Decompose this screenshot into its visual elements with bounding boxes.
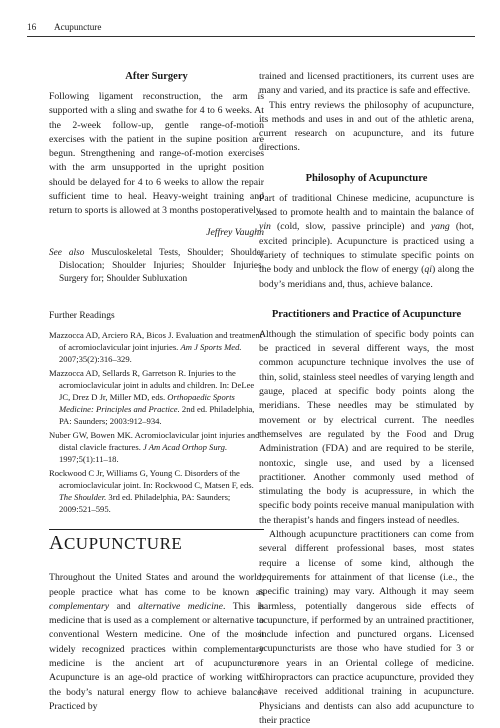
- philosophy-heading: Philosophy of Acupuncture: [305, 172, 428, 184]
- italic-term: alternative medicine: [138, 600, 223, 612]
- see-also-label: See also: [49, 247, 85, 258]
- page-number: 16: [27, 22, 37, 32]
- entry-title: [49, 533, 264, 554]
- author-signature: Jeffrey Vaughn: [206, 226, 264, 238]
- reference-source: Orthopaedic Sports Medicine: Principles and Practice.: [59, 392, 235, 415]
- reference-item: Nuber GW, Bowen MK. Acromioclavicular joint injuries and distal clavicle fractures. J Am Acad Orthop Surg. 1997;5(1):11–18.: [49, 430, 260, 465]
- entry-overview-paragraph: This entry reviews the philosophy of acupuncture, its methods and uses in and out of the athletic arena, current research on acupuncture, and its future directions.: [259, 99, 474, 154]
- header-rule: [27, 36, 475, 37]
- reference-list: [49, 329, 264, 515]
- reference-item: Rockwood C Jr, Williams G, Young C. Disorders of the acromioclavicular joint. In: Rockwood C, Matsen F, eds. The Shoulder. 3rd ed. Philadelphia, PA: Saunders; 2009:521–595.: [49, 468, 254, 515]
- see-also: [49, 247, 264, 287]
- reference-source: The Shoulder.: [59, 492, 107, 503]
- practitioners-paragraph-1: Although the stimulation of specific body points can be practiced in several different ways, the most common acupuncture technique involves the use of thin, solid, stainless steel needles of varying length and gauge, placed at specific body points along the meridians. These needles may be stimulated by movement or by electrical current. The needles themselves are regulated by the Food and Drug Administration (FDA) and are required to be sterile, nontoxic, single use, and used by a licensed practitioner. Another commonly used method of stimulating the body is acupressure, in which the specific body points receive manual manipulation with the therapist’s hands and fingers instead of needles.: [259, 328, 474, 526]
- practitioners-paragraph-2: Although acupuncture practitioners can come from several different professional bases, most states require a license of some kind, although the requirements for attainment of that license (i.e., the specific training) may vary. Although it may seem harmless, potentially dangerous side effects of acupuncture, if performed by an untrained practitioner, include infection and punctured organs. Licensed acupuncturists are those who have studied for 3 or more years in an Oriental college of medicine. Chiropractors can practice acupuncture, provided they have received additional training in acupuncture. Physicians and dentists can also add acupuncture to their practice: [259, 529, 474, 726]
- see-also-text: Musculoskeletal Tests, Shoulder; Shoulder Dislocation; Shoulder Injuries; Shoulder Injuries, Surgery for; Shoulder Subluxation: [59, 247, 264, 285]
- left-column: [49, 70, 264, 714]
- reference-source: Am J Sports Med.: [180, 342, 242, 353]
- right-column: [259, 70, 474, 728]
- practitioners-heading: Practitioners and Practice of Acupuncture: [271, 308, 462, 320]
- entry-divider: [49, 529, 264, 530]
- after-surgery-paragraph: Following ligament reconstruction, the arm is supported with a sling and swathe for 4 to 6 weeks. At the 2-week follow-up, gentle range-of-motion exercises with the patient in the supine position are begun. Strengthening and range-of-motion exercises with the arm unsupported in the upright position should be delayed for 4 to 6 weeks to allow the repair sufficient time to heal. Heavy-weight training and return to sports is allowed at 3 months postoperatively.: [49, 91, 264, 217]
- after-surgery-heading: After Surgery: [125, 71, 188, 82]
- reference-source: J Am Acad Orthop Surg.: [143, 442, 228, 453]
- italic-term: complementary: [49, 600, 110, 612]
- italic-term: qi: [424, 264, 432, 276]
- continuation-paragraph: trained and licensed practitioners, its current uses are many and varied, and its practice is safe and effective.: [259, 71, 474, 97]
- philosophy-paragraph: Part of traditional Chinese medicine, acupuncture is used to promote health and to maintain the balance of yin (cold, slow, passive principle) and yang (hot, excited principle). Acupuncture is practiced using a variety of techniques to stimulate specific points on the body and unblock the flow of energy (qi) along the body’s meridians and, thus, achieve balance.: [259, 192, 474, 290]
- entry-title-initial: A: [49, 532, 64, 555]
- italic-term: yang: [430, 221, 450, 233]
- reference-item: Mazzocca AD, Sellards R, Garretson R. Injuries to the acromioclavicular joint in adults and children. In: DeLee JC, Drez D Jr, Miller MD, eds. Orthopaedic Sports Medicine: Principles and Practice. 2nd ed. Philadelphia, PA: Saunders; 2003:912–934.: [49, 368, 255, 427]
- entry-title-rest: CUPUNCTURE: [63, 534, 183, 554]
- running-title: Acupuncture: [54, 22, 102, 32]
- further-readings-heading: Further Readings: [49, 311, 115, 322]
- reference-item: Mazzocca AD, Arciero RA, Bicos J. Evaluation and treatment of acromioclavicular joint injuries. Am J Sports Med. 2007;35(2):316–329.: [49, 330, 263, 365]
- italic-term: yin: [259, 221, 271, 233]
- entry-intro-paragraph: Throughout the United States and around the world, people practice what has come to be known as complementary and alternative medicine. This is medicine that is used as a complement or alternative to conventional Western medicine. One of the most widely recognized practices within complementary medicine is the ancient art of acupuncture. Acupuncture is an age-old practice of working with the body’s natural energy flow to achieve balance. Practiced by: [49, 572, 264, 712]
